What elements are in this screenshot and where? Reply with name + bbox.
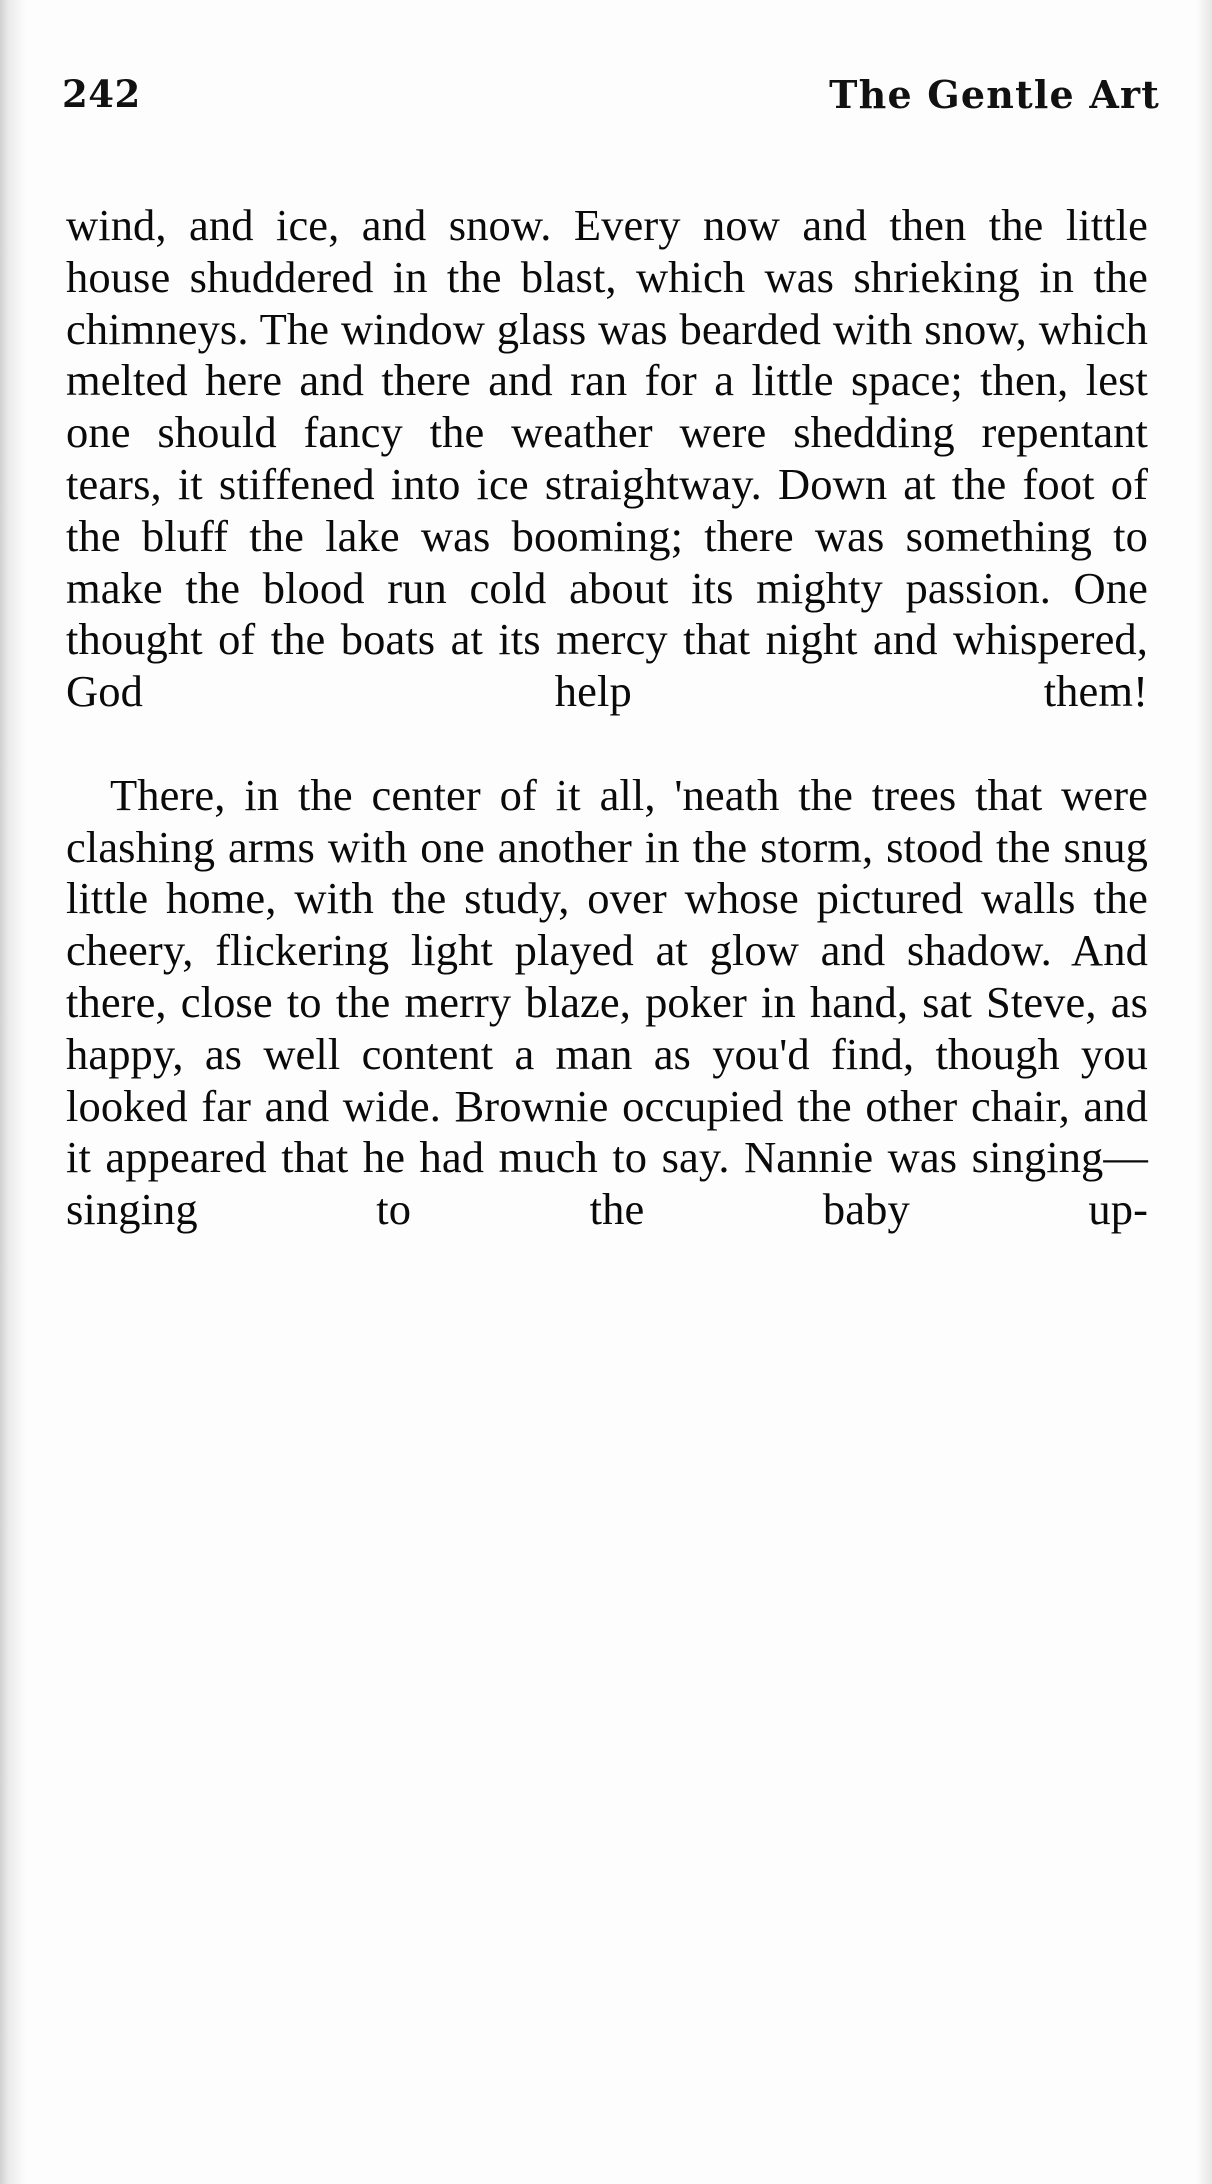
running-title: The Gentle Art <box>829 72 1160 117</box>
paragraph: There, in the center of it all, 'neath the trees that were clashing arms with one another in the storm, stood the snug little home, with the study, over whose pictured walls the cheery, flickering light played at glow and shadow. And there, close to the merry blaze, poker in hand, sat Steve, as happy, as well content a man as you'd find, though you looked far and wide. Brownie occupied the other chair, and it appeared that he had much to say. Nannie was singing—singing to the baby up- <box>66 769 1148 1235</box>
page-body <box>66 200 1148 1288</box>
page-number: 242 <box>62 72 141 116</box>
paragraph: wind, and ice, and snow. Every now and then the little house shuddered in the blast, which was shrieking in the chimneys. The window glass was bearded with snow, which melted here and there and ran for a little space; then, lest one should fancy the weather were shedding repentant tears, it stiffened into ice straightway. Down at the foot of the bluff the lake was booming; there was something to make the blood run cold about its mighty passion. One thought of the boats at its mercy that night and whispered, God help them! <box>66 200 1148 717</box>
page-header <box>62 72 1160 132</box>
